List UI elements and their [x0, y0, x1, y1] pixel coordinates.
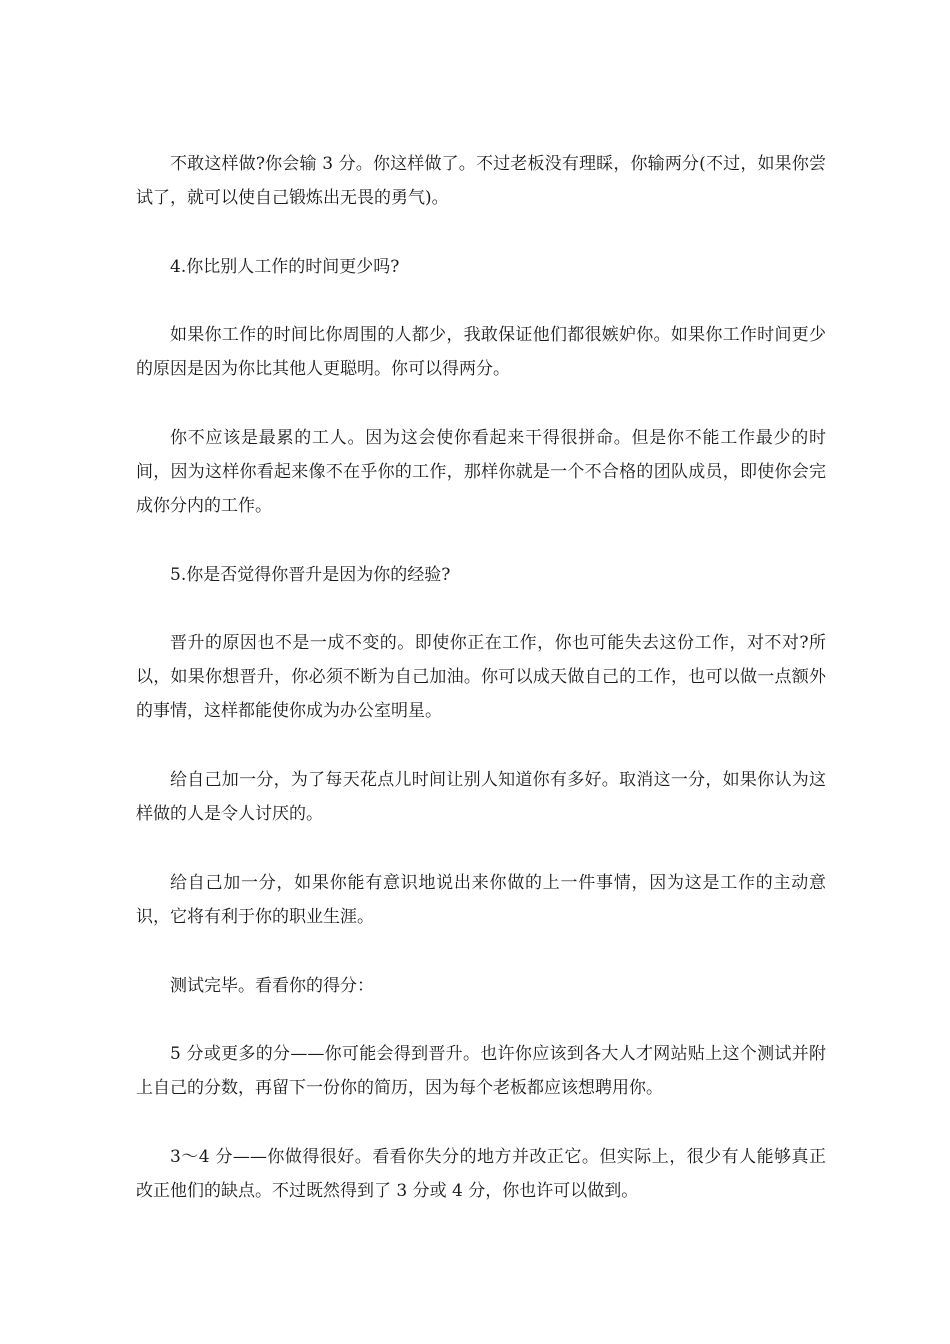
question-heading: 4.你比别人工作的时间更少吗? — [170, 257, 400, 277]
score-result: 5 分或更多的分——你可能会得到晋升。也许你应该到各大人才网站贴上这个测试并附上自己的分数，再留下一份你的简历，因为每个老板都应该想聘用你。 — [136, 1044, 826, 1098]
paragraph: 你不应该是最累的工人。因为这会使你看起来干得很拼命。但是你不能工作最少的时间，因为这样你看起来像不在乎你的工作，那样你就是一个不合格的团队成员，即使你会完成你分内的工作。 — [136, 428, 826, 516]
paragraph: 不敢这样做?你会输 3 分。你这样做了。不过老板没有理睬，你输两分(不过，如果你尝试了，就可以使自己锻炼出无畏的勇气)。 — [136, 154, 826, 208]
paragraph: 如果你工作的时间比你周围的人都少，我敢保证他们都很嫉妒你。如果你工作时间更少的原因是因为你比其他人更聪明。你可以得两分。 — [136, 325, 826, 379]
paragraph: 晋升的原因也不是一成不变的。即使你正在工作，你也可能失去这份工作，对不对?所以，如果你想晋升，你必须不断为自己加油。你可以成天做自己的工作，也可以做一点额外的事情，这样都能使你成为办公室明星。 — [136, 633, 826, 721]
results-heading: 测试完毕。看看你的得分： — [170, 976, 374, 996]
document-body — [136, 147, 826, 1243]
paragraph: 给自己加一分，如果你能有意识地说出来你做的上一件事情，因为这是工作的主动意识，它将有利于你的职业生涯。 — [136, 873, 826, 927]
score-result: 3～4 分——你做得很好。看看你失分的地方并改正它。但实际上，很少有人能够真正改正他们的缺点。不过既然得到了 3 分或 4 分，你也许可以做到。 — [136, 1147, 826, 1201]
question-heading: 5.你是否觉得你晋升是因为你的经验? — [170, 565, 451, 585]
paragraph: 给自己加一分，为了每天花点儿时间让别人知道你有多好。取消这一分，如果你认为这样做的人是令人讨厌的。 — [136, 770, 826, 824]
